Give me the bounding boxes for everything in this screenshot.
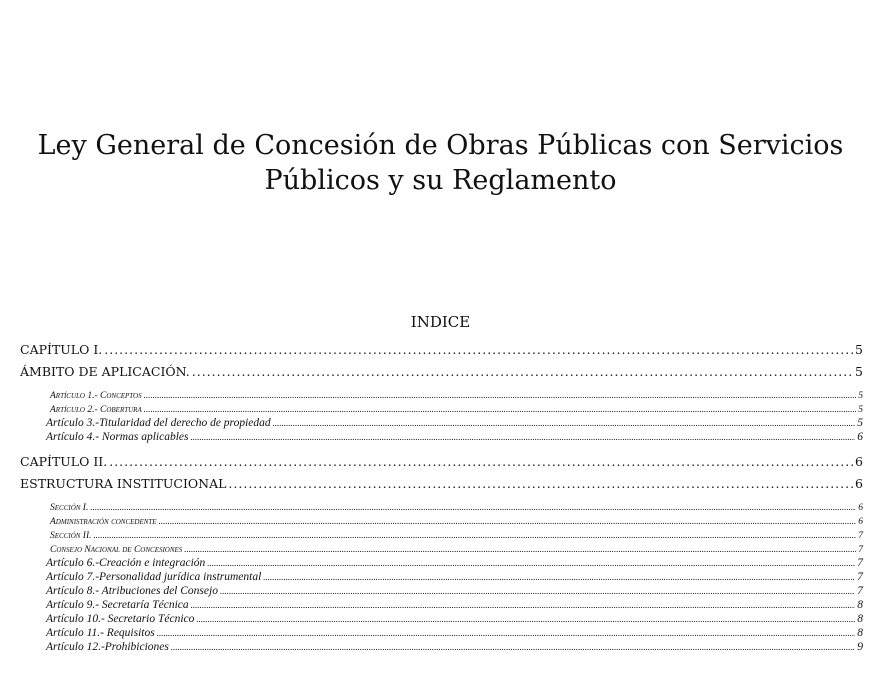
toc-entry-articulo-10[interactable]: Artículo 10.- Secretario Técnico ..... 8	[20, 612, 863, 626]
toc-page-number: 6	[855, 475, 863, 491]
toc-entry-articulo-12[interactable]: Artículo 12.-Prohibiciones ..... 9	[20, 640, 863, 654]
toc-page-number: 7	[857, 557, 863, 569]
toc-entry-articulo-4[interactable]: Artículo 4.- Normas aplicables ..... 6	[20, 430, 863, 444]
table-of-contents	[20, 338, 863, 654]
toc-page-number: 5	[858, 391, 863, 401]
toc-page-number: 7	[858, 545, 863, 555]
toc-entry-articulo-6[interactable]: Artículo 6.-Creación e integración ..... 7	[20, 556, 863, 570]
toc-page-number: 8	[857, 613, 863, 625]
document-title	[0, 128, 881, 198]
toc-entry-articulo-2[interactable]: Artículo 2.- Cobertura ..... 5	[20, 402, 863, 416]
toc-page-number: 6	[855, 453, 863, 469]
toc-entry-administracion[interactable]: Administración concedente ..... 6	[20, 514, 863, 528]
toc-entry-seccion-2[interactable]: Sección II. ..... 7	[20, 528, 863, 542]
toc-page-number: 7	[858, 531, 863, 541]
document-title-line-2: Públicos y su Reglamento	[264, 165, 617, 196]
toc-entry-chapter-2[interactable]: CAPÍTULO II. ..... 6	[20, 450, 863, 472]
document-title-line-1: Ley General de Concesión de Obras Públicas con Servicios	[37, 130, 844, 161]
toc-page-number: 7	[857, 585, 863, 597]
toc-page-number: 9	[857, 641, 863, 653]
toc-entry-articulo-11[interactable]: Artículo 11.- Requisitos ..... 8	[20, 626, 863, 640]
toc-entry-seccion-1[interactable]: Sección I. ..... 6	[20, 500, 863, 514]
toc-page-number: 6	[858, 517, 863, 527]
toc-page-number: 8	[857, 627, 863, 639]
toc-entry-ambito[interactable]: ÁMBITO DE APLICACIÓN. ..... 5	[20, 360, 863, 382]
toc-entry-articulo-7[interactable]: Artículo 7.-Personalidad jurídica instrumental ..... 7	[20, 570, 863, 584]
toc-page-number: 6	[858, 503, 863, 513]
toc-page-number: 5	[858, 405, 863, 415]
toc-entry-articulo-3[interactable]: Artículo 3.-Titularidad del derecho de propiedad ..... 5	[20, 416, 863, 430]
toc-entry-articulo-8[interactable]: Artículo 8.- Atribuciones del Consejo ..... 7	[20, 584, 863, 598]
toc-page-number: 6	[857, 431, 863, 443]
toc-page-number: 5	[857, 417, 863, 429]
toc-page-number: 5	[855, 363, 863, 379]
toc-page-number: 5	[855, 341, 863, 357]
toc-page-number: 7	[857, 571, 863, 583]
toc-entry-chapter-1[interactable]: CAPÍTULO I. ..... 5	[20, 338, 863, 360]
toc-entry-articulo-9[interactable]: Artículo 9.- Secretaría Técnica ..... 8	[20, 598, 863, 612]
toc-entry-consejo[interactable]: Consejo Nacional de Concesiones ..... 7	[20, 542, 863, 556]
index-heading: INDICE	[410, 313, 471, 331]
toc-entry-estructura[interactable]: ESTRUCTURA INSTITUCIONAL ..... 6	[20, 472, 863, 494]
toc-page-number: 8	[857, 599, 863, 611]
toc-entry-articulo-1[interactable]: Artículo 1.- Conceptos ..... 5	[20, 388, 863, 402]
